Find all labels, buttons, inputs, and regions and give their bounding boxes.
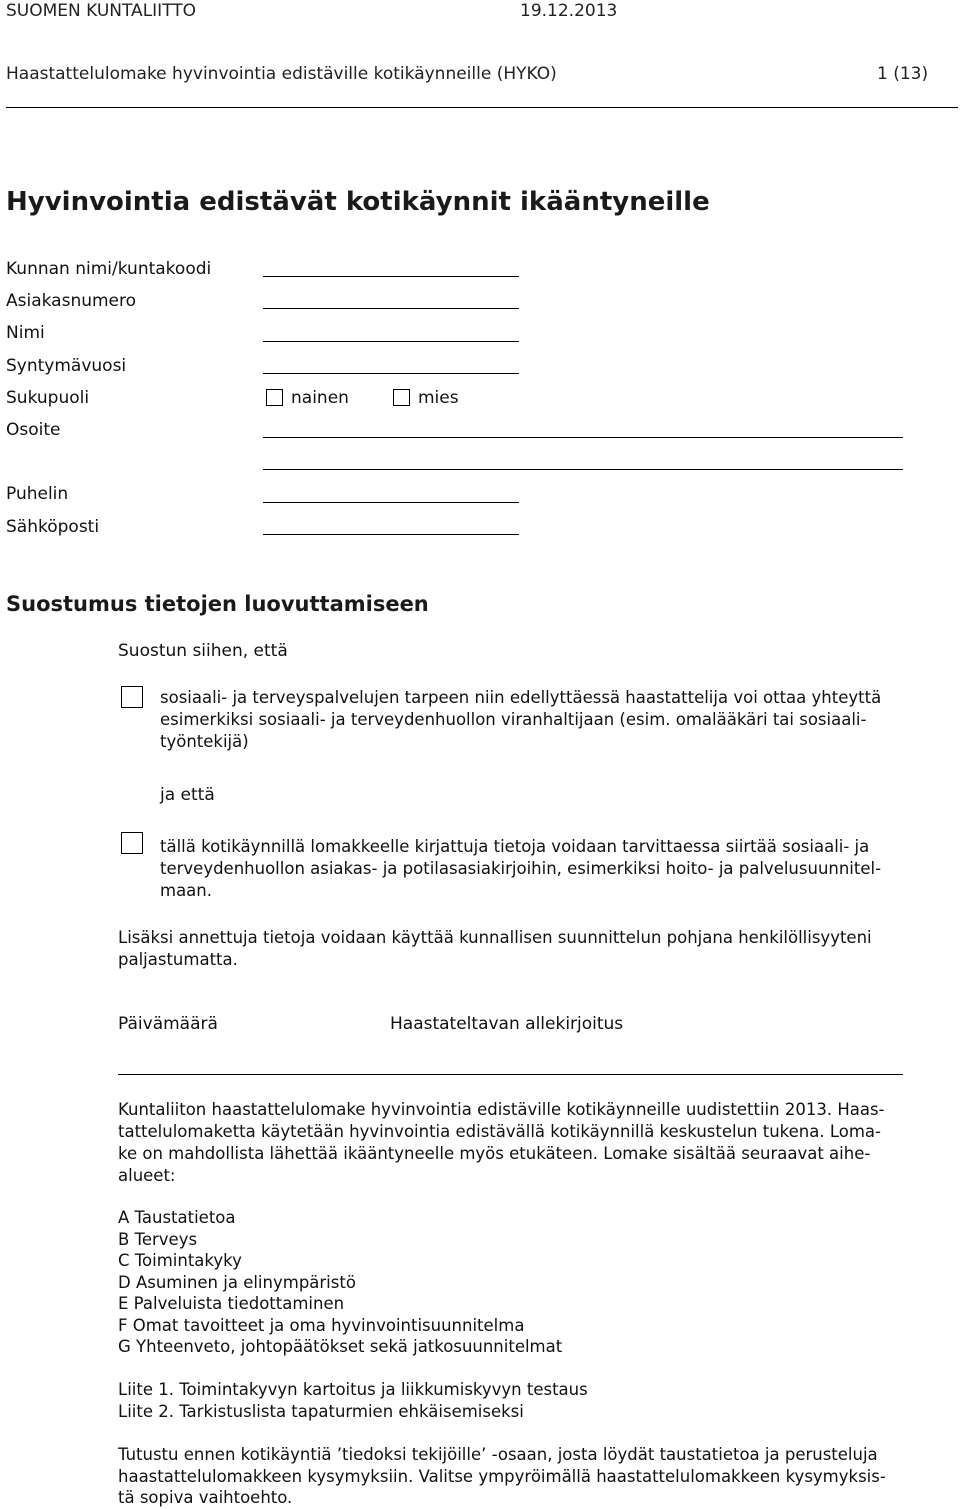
list-item: C Toimintakyky [118,1251,242,1270]
info-intro-line: ke on mahdollista lähettää ikääntyneelle myös etukäteen. Lomake sisältää seuraavat aihe- [118,1144,871,1163]
gender-female-checkbox[interactable] [266,389,283,406]
consent-transfer-line: tällä kotikäynnillä lomakkeelle kirjattuja tietoja voidaan tarvittaessa siirtää sosiaali- ja [160,837,870,856]
list-item: Liite 1. Toimintakyvyn kartoitus ja liikkumiskyvyn testaus [118,1380,588,1399]
consent-contact-line: esimerkiksi sosiaali- ja terveydenhuollon viranhaltijaan (esim. omalääkäri tai sosiaali- [160,710,867,729]
closing-text [118,1444,886,1509]
address-field-line-1[interactable] [263,437,903,438]
list-item: G Yhteenveto, johtopäätökset sekä jatkosuunnitelmat [118,1337,563,1356]
closing-line: haastattelulomakkeen kysymyksiin. Valitse ympyröimällä haastattelulomakkeen kysymyksis- [118,1466,886,1486]
address-label: Osoite [6,420,61,440]
phone-label: Puhelin [6,484,69,504]
consent-transfer-text [160,836,881,902]
page-title: Hyvinvointia edistävät kotikäynnit ikääntyneille [6,187,710,217]
closing-line: tä sopiva vaihtoehto. [118,1488,293,1507]
municipality-field[interactable] [263,276,519,277]
consent-note-line: paljastumatta. [118,950,238,969]
list-item: F Omat tavoitteet ja oma hyvinvointisuunnitelma [118,1315,525,1335]
name-field[interactable] [263,341,519,342]
consent-contact-line: työntekijä) [160,732,249,751]
consent-note [118,927,872,971]
list-item: Liite 2. Tarkistuslista tapaturmien ehkäisemiseksi [118,1401,524,1421]
signature-date-label: Päivämäärä [118,1014,218,1034]
consent-transfer-line: maan. [160,881,212,900]
info-intro-line: Kuntaliiton haastattelulomake hyvinvointia edistäville kotikäynneille uudistettiin 2013. Haas- [118,1100,885,1119]
info-intro-line: alueet: [118,1166,176,1185]
section-list [118,1207,562,1358]
phone-field[interactable] [263,502,519,503]
document-title: Haastattelulomake hyvinvointia edistäville kotikäynneille (HYKO) [6,64,557,84]
info-intro-line: tattelulomaketta käytetään hyvinvointia edistävällä kotikäynnillä keskustelun tukena. Loma- [118,1122,881,1141]
gender-male-checkbox[interactable] [393,389,410,406]
list-item: D Asuminen ja elinympäristö [118,1272,356,1292]
gender-label: Sukupuoli [6,388,90,408]
client-number-field[interactable] [263,308,519,309]
consent-transfer-line: terveydenhuollon asiakas- ja potilasasiakirjoihin, esimerkiksi hoito- ja palvelusuunnitel- [160,859,882,878]
consent-contact-line: sosiaali- ja terveyspalvelujen tarpeen niin edellyttäessä haastattelija voi ottaa yhteyttä [160,688,882,707]
info-intro [118,1099,885,1187]
header-date: 19.12.2013 [520,1,618,21]
consent-note-line: Lisäksi annettuja tietoja voidaan käyttää kunnallisen suunnittelun pohjana henkilöllisyyteni [118,928,872,947]
list-item: E Palveluista tiedottaminen [118,1294,345,1313]
consent-transfer-checkbox[interactable] [121,832,143,854]
birth-year-field[interactable] [263,373,519,374]
list-item: B Terveys [118,1229,198,1249]
municipality-label: Kunnan nimi/kuntakoodi [6,259,212,279]
consent-intro: Suostun siihen, että [118,641,288,661]
appendix-list [118,1379,588,1422]
organization-name: SUOMEN KUNTALIITTO [6,1,197,21]
consent-contact-checkbox[interactable] [121,686,143,708]
consent-heading: Suostumus tietojen luovuttamiseen [6,592,429,616]
gender-male-label: mies [418,388,459,408]
consent-contact-text [160,687,881,753]
address-field-line-2[interactable] [263,469,903,470]
consent-and-text: ja että [160,785,215,805]
signature-line[interactable] [118,1074,903,1075]
closing-line: Tutustu ennen kotikäyntiä ’tiedoksi tekijöille’ -osaan, josta löydät taustatietoa ja perusteluja [118,1445,878,1464]
gender-female-label: nainen [291,388,349,408]
header-divider [6,107,958,108]
client-number-label: Asiakasnumero [6,291,137,311]
list-item: A Taustatietoa [118,1208,236,1227]
page-number: 1 (13) [877,64,929,84]
birth-year-label: Syntymävuosi [6,356,127,376]
email-label: Sähköposti [6,517,100,537]
email-field[interactable] [263,534,519,535]
signature-label: Haastateltavan allekirjoitus [390,1014,624,1034]
name-label: Nimi [6,323,45,343]
